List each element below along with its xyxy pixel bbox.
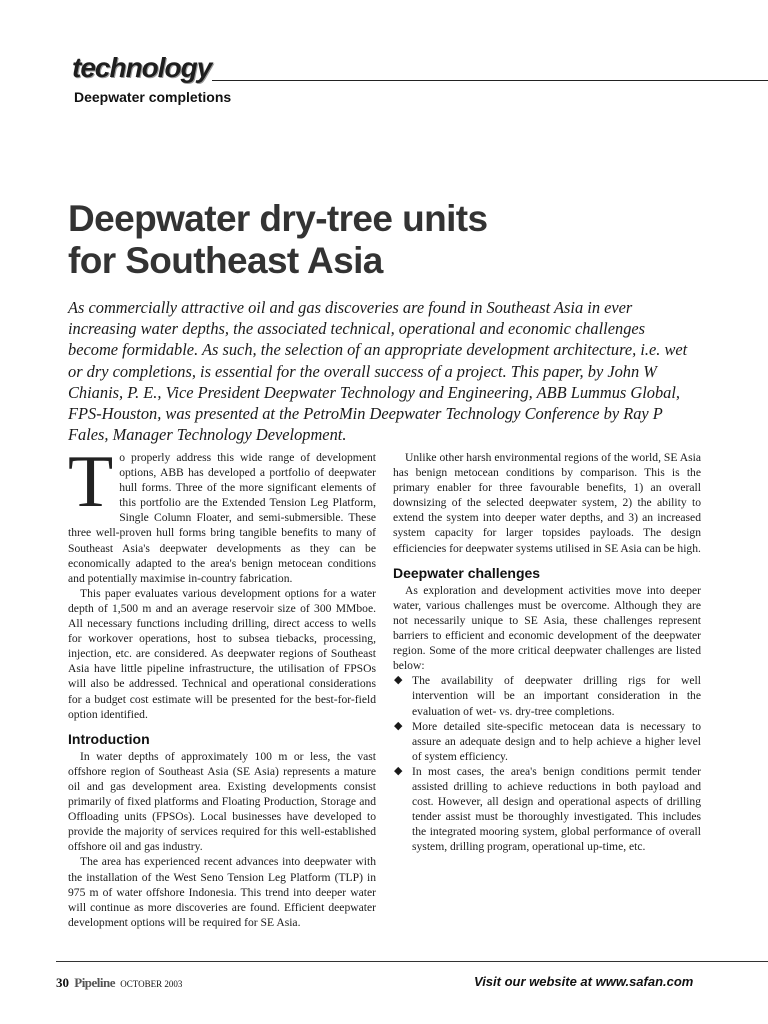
subheading-introduction: Introduction <box>68 730 150 747</box>
article-column-right <box>393 450 701 854</box>
headline-line-2: for Southeast Asia <box>68 240 383 281</box>
article-standfirst: As commercially attractive oil and gas discoveries are found in Southeast Asia in ever increasing water depths, the associated technical, operational and economic challenges become formidable. As such, the selection of an appropriate development architecture, i.e. wet or dry completions, is essential for the overall success of a project. This paper, by John W Chianis, P. E., Vice President Deepwater Technology and Engineering, ABB Lummus Global, FPS-Houston, was presented at the PetroMin Deepwater Technology Conference by Ray P Fales, Manager Technology Development. <box>68 298 688 445</box>
list-item: ◆ In most cases, the area's benign conditions permit tender assisted drilling to achieve reductions in both payload and cost. However, all design and operational aspects of drilling tender assist must be thoroughly investigated. This includes the integrated mooring system, global performance of overall system, drilling program, operational up-time, etc. <box>394 764 701 854</box>
headline-line-1: Deepwater dry-tree units <box>68 198 488 239</box>
footer-website: Visit our website at www.safan.com <box>474 974 694 989</box>
article-headline <box>68 198 668 282</box>
article-column-left <box>68 441 376 930</box>
body-paragraph: In water depths of approximately 100 m or less, the vast offshore region of Southeast Asia (SE Asia) represents a mature oil and gas development area. Existing developments consist primarily of fixed platforms and Floating Production, Storage and Offloading units (FPSOs). Local businesses have developed to provide the majority of services required for this well-established offshore oil and gas industry. <box>68 749 376 854</box>
challenges-list <box>393 673 701 854</box>
footer-folio <box>56 975 182 991</box>
footer-rule <box>56 961 768 962</box>
section-title-block <box>72 52 211 84</box>
body-paragraph: The area has experienced recent advances into deepwater with the installation of the West Seno Tension Leg Platform (TLP) in 975 m of water offshore Indonesia. This trend into deeper water will continue as more discoveries are found. Efficient deepwater development options will be required for SE Asia. <box>68 855 376 929</box>
diamond-bullet-icon: ◆ <box>394 719 403 732</box>
section-title: technology <box>72 52 212 83</box>
body-paragraph: Unlike other harsh environmental regions of the world, SE Asia has benign metocean conditions by comparison. This is the primary enabler for three favourable benefits, 1) an overall downsizing of the selected deepwater system, 2) the ability to extend the system into deeper water depths, and 3) an increased system capacity for larger topsides payloads. The design efficiencies for deepwater systems utilised in SE Asia can be high. <box>393 451 701 555</box>
section-subtitle: Deepwater completions <box>74 89 232 105</box>
diamond-bullet-icon: ◆ <box>394 674 403 687</box>
issue-date: OCTOBER 2003 <box>120 979 183 989</box>
intro-text: o properly address this wide range of development options, ABB has developed a portfolio of deepwater hull forms. Three of the more significant elements of this portfolio are the Extended Tension Leg Platform, Single Column Floater, and semi-submersible. These three well-proven hull forms bring tangible benefits to many of Southeast Asia's deepwater developments as they can be economically adapted to the area's benign metocean conditions and potentially maximise in-country fabrication. <box>68 451 376 585</box>
list-item: ◆ The availability of deepwater drilling rigs for well intervention will be an important consideration in the evaluation of wet- vs. dry-tree completions. <box>394 674 701 718</box>
diamond-bullet-icon: ◆ <box>394 764 403 777</box>
intro-paragraph <box>68 441 376 586</box>
magazine-name: Pipeline <box>74 975 116 990</box>
subheading-deepwater-challenges: Deepwater challenges <box>393 564 541 581</box>
body-paragraph: This paper evaluates various development options for a water depth of 1,500 m and an average reservoir size of 300 MMboe. All necessary functions including drilling, direct access to wells for workover operations, host to subsea tiebacks, processing, injection, etc. are considered. As deepwater regions of Southeast Asia have little pipeline infrastructure, the utilisation of FPSOs will also be addressed. Technical and operational considerations for a budget cost estimate will be presented for the best-for-field option identified. <box>68 586 376 721</box>
body-paragraph: As exploration and development activities move into deeper water, various challenges must be overcome. Although they are not necessarily unique to SE Asia, these challenges represent barriers to efficient and economic development of the deepwater region. Some of the more critical deepwater challenges are listed below: <box>393 583 701 673</box>
drop-cap: T <box>68 441 114 523</box>
list-item: ◆ More detailed site-specific metocean data is necessary to assure an adequate design and to help achieve a higher level of system efficiency. <box>394 719 701 763</box>
page-number: 30 <box>56 975 69 990</box>
section-rule <box>212 80 768 81</box>
